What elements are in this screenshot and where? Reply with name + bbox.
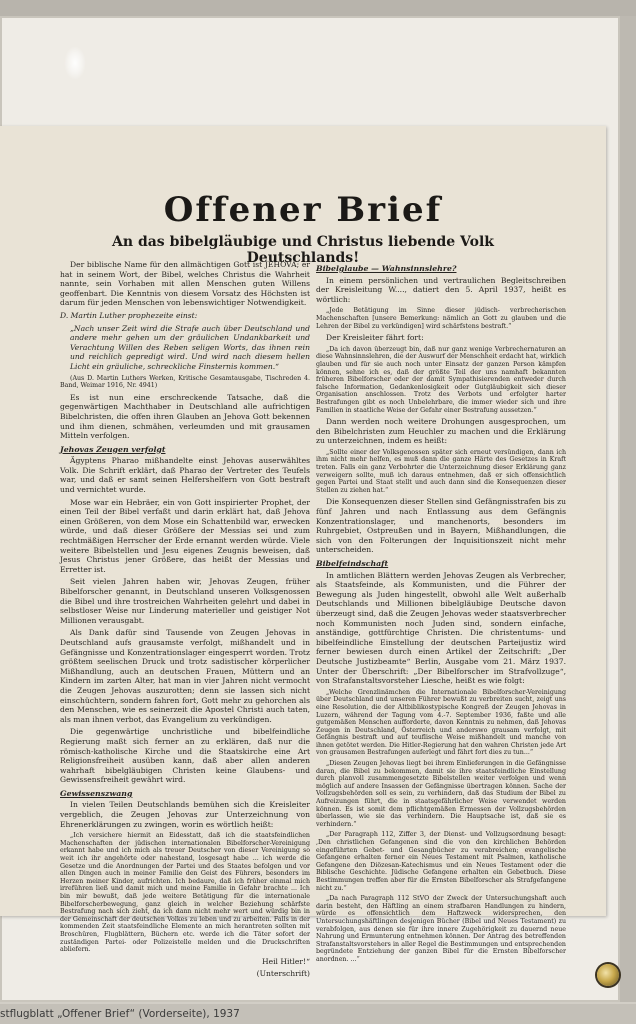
frame-screw <box>597 964 619 986</box>
frame-right-edge <box>620 16 636 1002</box>
section-heading: Bibelglaube — Wahnsinnslehre? <box>316 264 457 273</box>
paragraph: „Nach unser Zeit wird die Strafe auch über Deutschland und andere mehr gehen um der gräulichen Undankbarkeit und Verachtung Willen des Reben seligen Worts, das ihnen rein und reichlich gepredigt wird. Und wird nach diesem hellen Licht ein gräuliche, schreckliche Finsternis kommen.“ <box>70 323 310 371</box>
document-subtitle: An das bibelgläubige und Christus liebende Volk Deutschlands! <box>112 234 494 266</box>
paragraph: Heil Hitler!“ <box>262 956 310 966</box>
paragraph: Seit vielen Jahren haben wir, Jehovas Zeugen, früher Bibelforscher genannt, in Deutschland unseren Volksgenossen die Bibel und ihre trostreichen Wahrheiten gelehrt und dabei in selbstloser Weise nur Linderung materieller und geistiger Not Millionen verausgabt. <box>60 577 310 625</box>
paragraph: Es ist nun eine erschreckende Tatsache, daß die gegenwärtigen Machthaber in Deutschland alle aufrichtigen Bibelchristen, die offen ihren Glauben an Jehova Gott bekennen und ihm dienen, schmähen, verleumden und mit grausamen Mitteln verfolgen. <box>60 392 310 441</box>
paragraph: „Welche Grenzlinämchen die Internationale Bibelforscher-Vereinigung über Deutschland und unseren Führer bewußt zu verbreiten sucht, zeigt uns eine Resolution, die der Altbiblikostypische Kongreß der Zeugen Jehovas in Luzern, während der Tagung vom 4.-7. September 1936, faßte und alle gutgemäßen Menschen aufforderte, davon Kenntnis zu nehmen, daß Jehovas Zeugen in Deutschland, Österreich und anderswo grausam verfolgt, mit Gefängnis bestraft und auf teuflische Weise mißhandelt und manche von ihnen getötet werden. Die Hitler-Regierung hat den wahren Christen jede Art von grausamen Bestrafungen auferlegt und fährt fort dies zu tun...“ <box>316 688 566 757</box>
paragraph: „Diesen Zeugen Jehovas liegt bei ihrem Einlieferungen in die Gefängnisse daran, die Bibel zu bekommen, damit sie ihre staatsfeindliche Einstellung durch planvoll zusammengesetzte Bibelstellen weiter verfolgen und wenn möglich auf andere Insassen der Gefängnisse übertragen können. Sache der Vollzugsbehörden soll es sein, zu verhindern, daß das Studium der Bibel zu Aufreizungen führt, die in staatsgefährlicher Weise verwendet werden können. Es ist somit dem pflichtgemäßen Ermessen der Vollzugsbehörden überlassen, wie sie das verhindern. Die Hauptsache ist, daß sie es verhindern.“ <box>316 760 566 828</box>
paragraph: „Ich versichere hiermit an Eidesstatt, daß ich die staatsfeindlichen Machenschaften der jüdischen internationalen Bibelforscher-Vereinigung erkannt habe und ich mich als treuer Deutscher von dieser Vereinigung so weit ich ihr angehörte oder nahestand, losgesagt habe ... ich werde die Gesetze und die Anordnungen der Partei und des Staates befolgen und vor allen Dingen auch in meiner Familie den Geist des Führers, besonders im Herzen meiner Kinder, aufrichten. Ich bedaure, daß ich früher einmal mich irreführen ließ und damit mich und meine Familie in Gefahr brachte ... Ich bin mir bewußt, daß jede weitere Betätigung für die internationale Bibelforscherbewegung, ganz gleich in welcher Beziehung schärfste Bestrafung nach sich zieht, da ich dann nicht mehr wert und würdig bin in der Gemeinschaft der deutschen Volkes zu leben und zu arbeiten. Falls in der kommenden Zeit staatsfeindliche Elemente an mich herantreten sollten mit Broschüren, Flugblättern, Büchern etc. werde ich die Täter sofort der zuständigen Partei- oder Polizeistelle melden und die Druckschriften abliefern. <box>60 832 310 954</box>
section-heading: Gewissenszwang <box>60 788 133 798</box>
paragraph: D. Martin Luther prophezeite einst: <box>60 310 198 320</box>
paragraph: In amtlichen Blättern werden Jehovas Zeugen als Verbrecher, als Staatsfeinde, als Kommunisten, und die Führer der Bewegung als Juden hingestellt, obwohl alle Welt außerhalb Deutschlands und Millionen bibelgläubige Deutsche davon überzeugt sind, daß die Zeugen Jehovas weder staatsverbrecher noch Kommunisten noch Juden sind, sondern einfache, anständige, gottfürchtige Christen. Die christentums- und bibelfeindliche Einstellung der deutschen Parteijustiz wird ferner bewiesen durch einen Artikel der Zeitschrift: „Der Deutsche Justizbeamte“ Berlin, Ausgabe vom 21. März 1937. Unter der Überschrift: „Der Bibelforscher im Strafvollzuge“, von Strafanstaltsvorsteher Liesche, heißt es wie folgt: <box>316 570 566 686</box>
leaflet-sheet <box>0 126 606 979</box>
paragraph: „Jede Betätigung im Sinne dieser jüdisch- verbrecherischen Machenschaften [unsere Bemerkung: nämlich an Gott zu glauben und die Lehren der Bibel zu verkündigen] wird schärfstens bestraft.“ <box>316 307 566 330</box>
paragraph: „Da nach Paragraph 112 StVO der Zweck der Untersuchungshaft auch darin besteht, den Häftling an einem strafbaren Handlungen zu hindern, würde es offensichtlich dem Haftzweck widersprechen, den Untersuchungshäftlingen desjenigen Bücher (Bibel und Neues Testament) zu verabfolgen, aus denen sie für ihre innere Zugehörigkeit zu dauernd neue Nahrung und Ermunterung entnehmen können. Der Antrag des betreffenden Strafanstaltsvorstehers in aller Regel die Bestimmungen und entsprechenden begründete Entziehung der ganzen Bibel für die Ernsten Bibelforscher anordnen. ...“ <box>316 895 566 963</box>
paragraph: Die gegenwärtige unchristliche und bibelfeindliche Regierung maßt sich ferner an zu erklären, daß nur die römisch-katholische Kirche und die Staatskirche eine Art Religionsfreiheit ausüben kann, daß aber allen anderen wahrhaft bibelgläubigen Christen keine Glaubens- und Gewissensfreiheit gewährt wird. <box>60 727 310 785</box>
paragraph: Mose war ein Hebräer, ein von Gott inspirierter Prophet, der einen Teil der Bibel verfaßt und darin erklärt hat, daß Jehova einen Größeren, von dem Mose ein Schattenbild war, erwecken würde, und daß dieser Größere der Messias sei und zum rechtmäßigen Herrscher der Erde ernannt werden würde. Viele weitere Bibelstellen und Jesu eigenes Zeugnis beweisen, daß Jesus Christus jener Größere, das heißt der Messias und Erretter ist. <box>60 497 310 574</box>
paragraph: Der biblische Name für den allmächtigen Gott ist JEHOVA; er hat in seinem Wort, der Bibel, welches Christus die Wahrheit nannte, sein Vorhaben mit allen Menschen guten Willens geoffenbart. Die Kenntnis von diesem Vorsatz des Höchsten ist darum für jeden Menschen von lebenswichtiger Notwendigkeit. <box>60 260 310 308</box>
section-heading: Jehovas Zeugen verfolgt <box>60 444 166 454</box>
section-heading: Bibelfeindschaft <box>316 559 389 568</box>
paragraph: (Aus D. Martin Luthers Werken, Kritische Gesamtausgabe, Tischreden 4. Band, Weimar 1916, Nr. 4941) <box>60 374 310 390</box>
right-text-column <box>316 260 566 963</box>
paragraph: Als Dank dafür sind Tausende von Zeugen Jehovas in Deutschland aufs grausamste verfolgt, mißhandelt und in Gefängnisse und Konzentrationslager eingesperrt worden. Trotz größtem seelischen Druck und trotz sadistischer körperlicher Mißhandlung, auch an deutschen Frauen, Müttern und an Kindern im zarten Alter, hat man in vier Jahren nicht vermocht die Zeugen Jehovas auszurotten; denn sie lassen sich nicht einschüchtern, sondern fahren fort, Gott mehr zu gehorchen als den Menschen, wie es seinerzeit die Apostel Christi auch taten, als man ihnen verbot, das Evangelium zu verkündigen. <box>60 628 310 724</box>
paragraph: (Unterschrift) <box>256 969 310 979</box>
paragraph: „Sollte einer der Volksgenossen später sich erneut versündigen, dann ich ihm nicht mehr helfen, es muß dann die ganze Härte des Gesetzes in Kraft treten. Falls ein ganz Verbohrter die Unterzeichnung dieser Erklärung ganz verweigern sollte, muß ich daraus entnehmen, daß er sich offensichtlich gegen Partei und Staat stellt und auch dann sind die Konsequenzen dieser Stellen zu ziehen hat.“ <box>316 448 566 494</box>
paragraph: Der Kreisleiter fährt fort: <box>326 333 424 343</box>
document-title: Offener Brief <box>163 190 443 230</box>
exhibit-caption: stflugblatt „Offener Brief“ (Vorderseite), 1937 <box>0 1004 636 1024</box>
frame-top-edge <box>0 0 636 16</box>
left-text-column <box>60 260 310 979</box>
paragraph: Ägyptens Pharao mißhandelte einst Jehovas auserwähltes Volk. Die Schrift erklärt, daß Pharao der Vertreter des Teufels war, und daß er samt seinen Helfershelfern von Gott bestraft und vernichtet wurde. <box>60 456 310 495</box>
paragraph: In einem persönlichen und vertraulichen Begleitschreiben der Kreisleitung W...., datiert den 5. April 1937, heißt es wörtlich: <box>316 275 566 304</box>
paragraph: Die Konsequenzen dieser Stellen sind Gefängnisstrafen bis zu fünf Jahren und nach Entlassung aus dem Gefängnis Konzentrationslager, und manchenorts, besonders im Ruhrgebiet, Ostpreußen und in Bayern, Mißhandlungen, die sich von den Folterungen der Inquisitionszeit nicht mehr unterscheiden. <box>316 497 566 555</box>
paragraph: In vielen Teilen Deutschlands bemühen sich die Kreisleiter vergeblich, die Zeugen Jehovas zur Unterzeichnung von Ehrenerklärungen zu zwingen, worin es wörtlich heißt: <box>60 800 310 829</box>
paragraph: Dann werden noch weitere Drohungen ausgesprochen, um den Bibelchristen zum Heuchler zu machen und die Erklärung zu unterzeichnen, indem es heißt: <box>316 417 566 446</box>
paragraph: „Der Paragraph 112, Ziffer 3, der Dienst- und Vollzugsordnung besagt: ,Den christlichen Gefangenen sind die von den kirchlichen Behörden eingeführten Gebet- und Gesangbücher zu verabreichen; evangelische Gefangene erhalten ferner ein Neues Testament mit Psalmen, katholische Gefangene den Diözesan-Katechismus und ein Neues Testament oder die Biblische Geschichte. Jüdische Gefangene erhalten ein Gebetbuch. Diese Bestimmungen treffen aber für die Ernsten Bibelforscher als Strafgefangene nicht zu.“ <box>316 831 566 892</box>
paragraph: „Da ich davon überzeugt bin, daß nur ganz wenige Verbrechernaturen an diese Wahnsinnslehren, die der Auswurf der Menschheit erdacht hat, wirklich glauben und für sie auch noch unter Einsatz der ganzen Person kämpfen können, sehne ich es, daß der größte Teil der uns namhaft bekannten früheren Bibelforscher oder der damit Sympathisierenden entweder durch falsche Information, Gedankenlosigkeit oder Gutgläubigkeit sich dieser Organisation anschlossen. Trotz des Verbots und erfolgter harter Bestrafungen gibt es noch Unbelehrbare, die immer wieder sich und ihre Familien in staatliche Weise der Gefahr einer Bestrafung aussetzen.“ <box>316 345 566 414</box>
glass-reflection <box>64 46 86 80</box>
